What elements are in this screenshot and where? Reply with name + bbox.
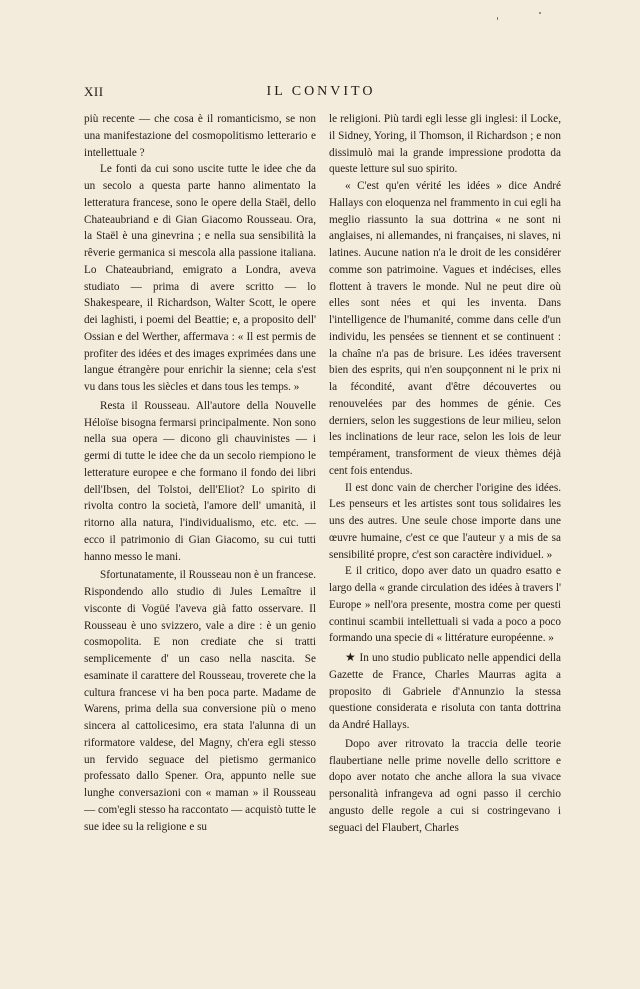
paragraph: Resta il Rousseau. All'autore della Nouvelle Héloïse bisogna fermarsi principalmente. Non sono nella sua opera — dicono gli chauvinistes — i germi di tutte le idee che da un secolo riempiono le letterature europee e che formano il fondo dei libri dell'Ibsen, del Tolstoi, dell'Eliot? Lo spirito di rivolta contro la società, l'amore dell' umanità, il ritorno alla natura, l'individualismo, etc. etc. — ecco il patrimonio di Gian Giacomo, su cui tutti hanno messo le mani. [84,399,316,563]
paragraph-with-star [329,649,561,734]
star-icon: ★ [345,650,357,664]
page-number: XII [84,84,104,99]
paragraph: E il critico, dopo aver dato un quadro esatto e largo della « grande circulation des idées à travers l' Europe » nell'ora presente, mostra come per questi continui scambii intellettuali si vada a poco a poco formando una specie di « littérature européenne. » [329,565,561,645]
paper-speck [539,12,541,14]
journal-title: IL CONVITO [266,84,376,99]
paragraph: Il est donc vain de chercher l'origine des idées. Les penseurs et les artistes sont tous solidaires les uns des autres. Une seule chose importe dans une œuvre humaine, c'est ce que l'auteur y a mis de sa sensibilité propre, c'est son caractère individuel. » [329,481,561,561]
running-header [84,84,558,104]
paragraph: Sfortunatamente, il Rousseau non è un francese. Rispondendo allo studio di Jules Lemaître il visconte di Vogüé l'aveva già fatto osservare. Il Rousseau è uno svizzero, vale a dire : è un genio cosmopolita. E non crediate che si tratti semplicemente d' un caso nella nascita. Se esaminate il carattere del Rousseau, troverete che la cultura francese vi ha ben poca parte. Madame de Warens, prima della sua conversione più o meno sincera al cattolicesimo, era stata l'alunna di un riformatore valdese, del Magny, ch'era egli stesso un fervido seguace del pietismo germanico professato dallo Spener. Ora, appunto nelle sue lunghe conversazioni con « maman » il Rousseau — com'egli stesso ha raccontato — acquistò tutte le sue idee su la religione e su [84,569,316,833]
paragraph: le religioni. Più tardi egli lesse gli inglesi: il Locke, il Sidney, Yoring, il Thomson, il Richardson ; e non dissimulò mai la grande impressione prodotta da queste letture sul suo spirito. [329,113,561,176]
right-column [329,111,561,836]
paragraph-text: In uno studio publicato nelle appendici della Gazette de France, Charles Maurras agita a proposito di Gabriele d'Annunzio la stessa questione considerata e risoluta con tanta dottrina da André Hallays. [329,652,561,731]
paragraph: più recente — che cosa è il romanticismo, se non una manifestazione del cosmopolitismo letterario e intellettuale ? [84,113,316,159]
paragraph: Dopo aver ritrovato la traccia delle teorie flaubertiane nelle prime novelle dello scrittore e dopo aver notato che anche allora la sua vivace personalità infrangeva ad ogni passo il cerchio angusto delle regole a cui si costringevano i seguaci del Flaubert, Charles [329,737,561,834]
paragraph: Le fonti da cui sono uscite tutte le idee che da un secolo a questa parte hanno alimentato la letteratura francese, sono le opere della Staël, dello Chateaubriand e di Gian Giacomo Rousseau. Ora, la Staël è una ginevrina ; e nella sua sensibilità la rêverie germanica si mescola alla passione italiana. Lo Chateaubriand, emigrato a Londra, aveva studiato — prima di avere scritto — lo Shakespeare, il Richardson, Walter Scott, le opere dei laghisti, i poemi del Beattie; e, a proposito dell' Ossian e del Werther, affermava : « Il est permis de profiter des idées et des images exprimées dans une langue étrangère pour enrichir la sienne; cela s'est vu dans tous les siècles et dans tous les temps. » [84,163,316,393]
left-column [84,111,316,835]
paragraph: « C'est qu'en vérité les idées » dice André Hallays con eloquenza nel frammento in cui egli ha meglio riassunto la sua dottrina « ne sont ni anglaises, ni allemandes, ni françaises, ni slaves, ni latines. Aucune nation n'a le droit de les considérer comme son patrimoine. Vagues et indécises, elles flottent à travers le monde. Nul ne peut dire où elles sont nées et qui les inventa. Dans l'intelligence de l'humanité, comme dans celle d'un individu, les pensées se tiennent et se continuent : la chaîne n'a pas de brisure. Les idées traversent bien des esprits, qui n'en soupçonnent ni le prix ni la fécondité, avant d'être découvertes ou renouvelées par des hommes de génie. Ces derniers, selon les suggestions de leur milieu, selon les inclinations de leur race, selon les lois de leur tempérament, transforment de vieux thèmes déjà cent fois entendus. [329,180,561,477]
paper-speck [497,17,498,20]
